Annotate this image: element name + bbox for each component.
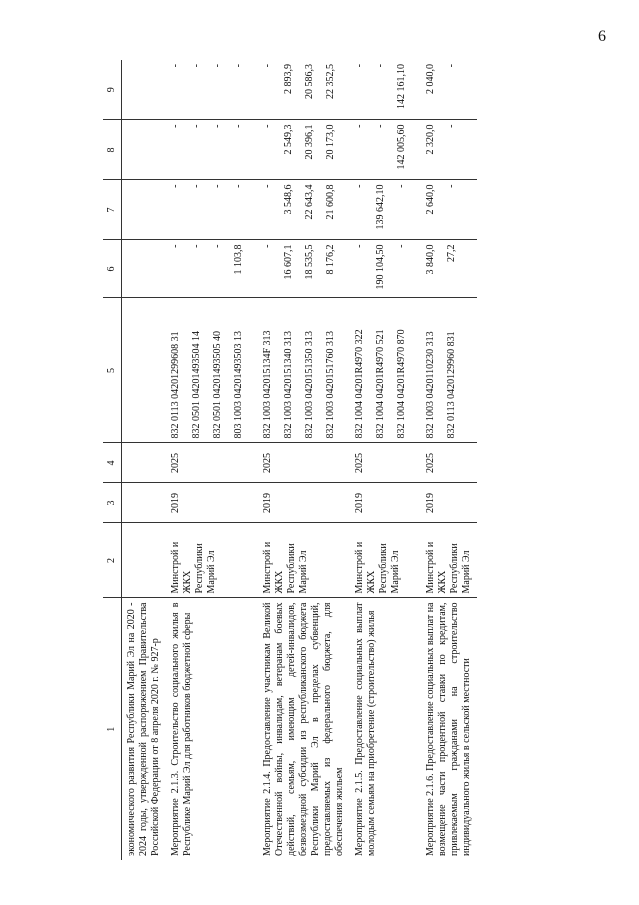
value-2024: -: [446, 64, 457, 68]
value-2023: 20 173,0: [325, 124, 336, 160]
value-2023: 20 396,1: [304, 124, 315, 160]
budget-code: 832 0501 04201493505 40: [212, 331, 223, 439]
end-year: 2025: [166, 443, 258, 483]
value-2022: 2 640,0: [425, 184, 436, 215]
value-2022-cell: [258, 180, 350, 240]
value-2024: -: [262, 64, 273, 68]
value-2021: 27,2: [446, 244, 457, 262]
value-2022: -: [212, 184, 223, 188]
value-2024: -: [170, 64, 181, 68]
value-2024: -: [212, 64, 223, 68]
end-year: 2025: [258, 443, 350, 483]
executor: Минстрой и ЖКХ Республики Марий Эл: [350, 523, 421, 598]
value-2023: -: [354, 124, 365, 128]
value-2024-cell: [258, 60, 350, 120]
value-2021: 3 840,0: [425, 244, 436, 275]
value-2023-cell: [258, 120, 350, 180]
header-cell: 6: [103, 240, 122, 298]
header-cell: 1: [103, 598, 122, 860]
rotated-table-container: [103, 60, 633, 860]
measure-description: экономического развития Республики Марий Эл на 2020 - 2024 годы, утвержденной распоряжением Правительства Российской Федерации от 8 апреля 2020 г. № 927-р: [122, 598, 167, 860]
value-2021: -: [191, 244, 202, 248]
executor: Минстрой и ЖКХ Республики Марий Эл: [166, 523, 258, 598]
value-2022: -: [170, 184, 181, 188]
value-2023-cell: [122, 120, 167, 180]
value-2022: -: [191, 184, 202, 188]
value-2023: 2 320,0: [425, 124, 436, 155]
budget-code-cell: [166, 298, 258, 443]
value-2022: -: [233, 184, 244, 188]
page-number: 6: [598, 28, 606, 45]
table-row: [421, 60, 477, 860]
start-year: 2019: [166, 483, 258, 523]
value-2021-cell: [258, 240, 350, 298]
measure-description: Мероприятие 2.1.5. Предоставление социальных выплат молодым семьям на приобретение (строительство) жилья: [350, 598, 421, 860]
budget-code-cell: [421, 298, 477, 443]
budget-code: 832 1004 04201R4970 870: [396, 329, 407, 439]
header-cell: 9: [103, 60, 122, 120]
budget-code: 832 0113 04201299608 31: [170, 331, 181, 439]
value-2024-cell: [421, 60, 477, 120]
value-2021: 190 104,50: [375, 244, 386, 290]
budget-code: 832 1003 042015134F 313: [262, 330, 273, 439]
value-2022: 21 600,8: [325, 184, 336, 220]
value-2021: -: [354, 244, 365, 248]
header-cell: 2: [103, 523, 122, 598]
value-2024: 2 040,0: [425, 64, 436, 94]
value-2024: 142 161,10: [396, 64, 407, 109]
measure-description: Мероприятие 2.1.6. Предоставление социальных выплат на возмещение части процентной ставки по кредитам, привлекаемым гражданами на строительство индивидуального жилья в сельской местности: [421, 598, 477, 860]
end-year: 2025: [421, 443, 477, 483]
end-year: 2025: [350, 443, 421, 483]
value-2022: 22 643,4: [304, 184, 315, 220]
value-2022-cell: [350, 180, 421, 240]
value-2021: 18 535,5: [304, 244, 315, 280]
start-year: 2019: [350, 483, 421, 523]
value-2022: -: [354, 184, 365, 188]
value-2022: -: [446, 184, 457, 188]
value-2023: -: [233, 124, 244, 128]
value-2023: -: [191, 124, 202, 128]
value-2023: -: [170, 124, 181, 128]
value-2021-cell: [122, 240, 167, 298]
executor: Минстрой и ЖКХ Республики Марий Эл: [258, 523, 350, 598]
value-2021: -: [170, 244, 181, 248]
value-2024-cell: [166, 60, 258, 120]
value-2024-cell: [122, 60, 167, 120]
value-2021: -: [262, 244, 273, 248]
budget-code-cell: [350, 298, 421, 443]
value-2021: 8 176,2: [325, 244, 336, 275]
budget-code: 832 1003 0420151760 313: [325, 331, 336, 439]
measure-description: Мероприятие 2.1.4. Предоставление участникам Великой Отечественной войны, инвалидам, ветеранам боевых действий, семьям, имеющим детей-инвалидов, безвозмездной субсидии из республиканского бюджета Республики Марий Эл в пределах субвенций, предоставляемых из федерального бюджета, для обеспечения жильем: [258, 598, 350, 860]
value-2024: 20 586,3: [304, 64, 315, 99]
value-2022: 139 642,10: [375, 184, 386, 230]
value-2022-cell: [122, 180, 167, 240]
budget-code: 832 1004 04201R4970 521: [375, 329, 386, 439]
table-row: [166, 60, 258, 860]
budget-code-cell: [122, 298, 167, 443]
header-cell: 7: [103, 180, 122, 240]
value-2021-cell: [350, 240, 421, 298]
value-2024-cell: [350, 60, 421, 120]
budget-code: 832 1003 0420110230 313: [425, 331, 436, 439]
value-2021: 1 103,8: [233, 244, 244, 275]
budget-code: 832 0501 04201493504 14: [191, 331, 202, 439]
budget-code: 832 1004 04201R4970 322: [354, 329, 365, 439]
value-2023: -: [212, 124, 223, 128]
table-body: [122, 60, 478, 860]
value-2022: -: [262, 184, 273, 188]
value-2021: 16 607,1: [283, 244, 294, 280]
table-row: [258, 60, 350, 860]
value-2024: 2 893,9: [283, 64, 294, 94]
budget-code: 832 1003 0420151340 313: [283, 331, 294, 439]
table-row: [122, 60, 167, 860]
value-2024: -: [375, 64, 386, 68]
value-2023: 142 005,60: [396, 124, 407, 170]
header-cell: 4: [103, 443, 122, 483]
executor: Минстрой и ЖКХ Республики Марий Эл: [421, 523, 477, 598]
value-2021-cell: [421, 240, 477, 298]
executor: [122, 523, 167, 598]
start-year: 2019: [421, 483, 477, 523]
value-2023-cell: [421, 120, 477, 180]
end-year: [122, 443, 167, 483]
budget-code: 832 1003 0420151350 313: [304, 331, 315, 439]
value-2024: 22 352,5: [325, 64, 336, 99]
value-2023: -: [446, 124, 457, 128]
value-2022: 3 548,6: [283, 184, 294, 215]
header-row: [103, 60, 122, 860]
value-2023-cell: [166, 120, 258, 180]
budget-code: 803 1003 04201493503 13: [233, 331, 244, 439]
value-2021-cell: [166, 240, 258, 298]
budget-table: [103, 60, 477, 860]
value-2021: -: [396, 244, 407, 248]
start-year: 2019: [258, 483, 350, 523]
value-2022-cell: [166, 180, 258, 240]
table-row: [350, 60, 421, 860]
value-2024: -: [191, 64, 202, 68]
header-cell: 3: [103, 483, 122, 523]
start-year: [122, 483, 167, 523]
value-2021: -: [212, 244, 223, 248]
header-cell: 5: [103, 298, 122, 443]
value-2023: -: [375, 124, 386, 128]
value-2024: -: [233, 64, 244, 68]
value-2023: -: [262, 124, 273, 128]
value-2023: 2 549,3: [283, 124, 294, 155]
measure-description: Мероприятие 2.1.3. Строительство социального жилья в Республике Марий Эл для работников бюджетной сферы: [166, 598, 258, 860]
budget-code-cell: [258, 298, 350, 443]
budget-code: 832 0113 0420129960 831: [446, 331, 457, 439]
value-2024: -: [354, 64, 365, 68]
header-cell: 8: [103, 120, 122, 180]
value-2022: -: [396, 184, 407, 188]
value-2022-cell: [421, 180, 477, 240]
value-2023-cell: [350, 120, 421, 180]
